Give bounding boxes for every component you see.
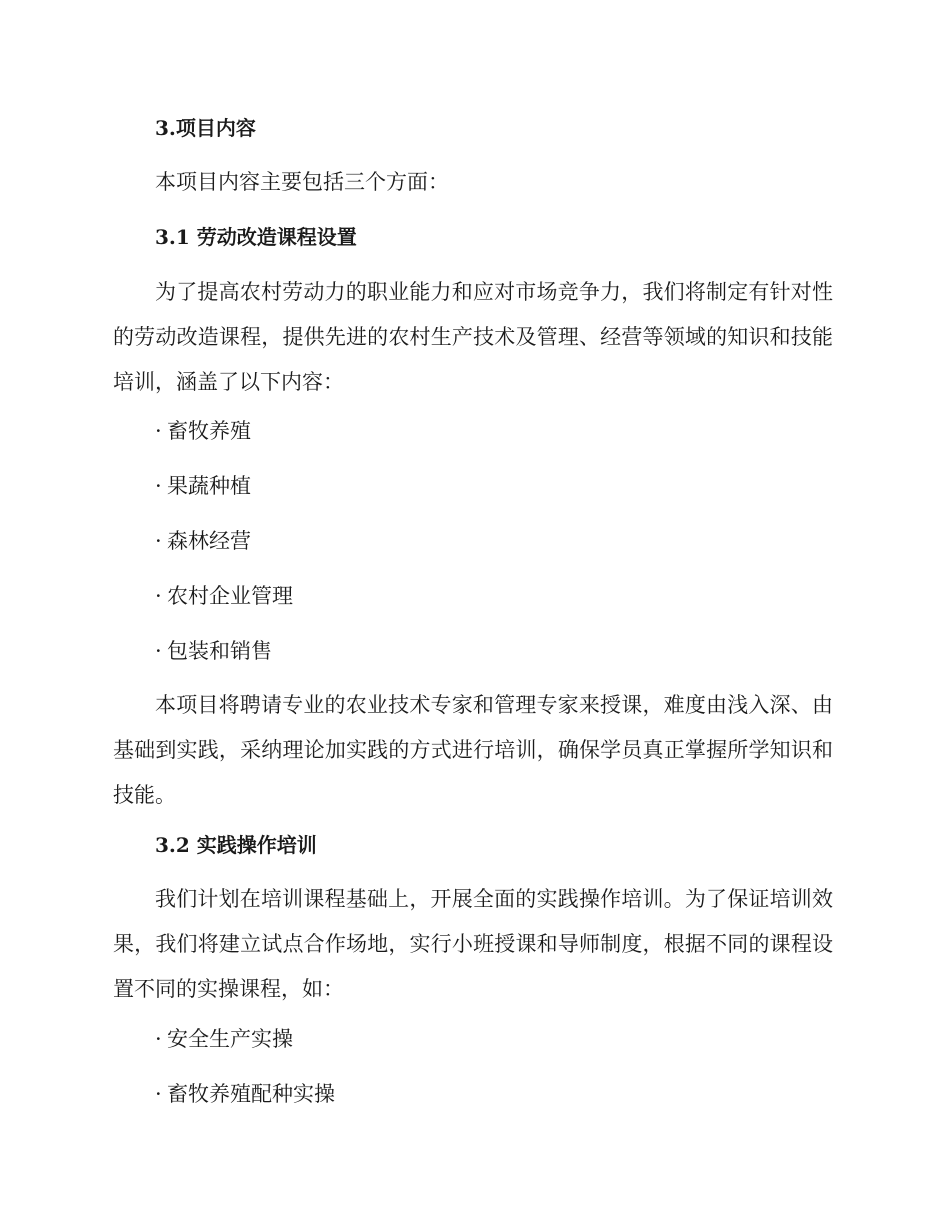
bullet-text: 安全生产实操 bbox=[167, 1027, 293, 1051]
section-3-1-heading: 3.1 劳动改造课程设置 bbox=[155, 225, 357, 249]
bullet-text: 包装和销售 bbox=[167, 639, 272, 663]
bullet-text: 畜牧养殖 bbox=[167, 419, 251, 443]
bullet-item bbox=[155, 527, 875, 555]
bullet-item bbox=[155, 1025, 875, 1053]
bullet-item bbox=[155, 1080, 875, 1108]
bullet-marker: · bbox=[155, 1082, 162, 1106]
section-3-1-closing: 本项目将聘请专业的农业技术专家和管理专家来授课，难度由浅入深、由基础到实践，采纳理论加实践的方式进行培训，确保学员真正掌握所学知识和技能。 bbox=[113, 693, 833, 807]
bullet-marker: · bbox=[155, 639, 162, 663]
bullet-marker: · bbox=[155, 529, 162, 553]
section-3-heading: 3.项目内容 bbox=[155, 116, 256, 140]
bullet-item bbox=[155, 417, 875, 445]
bullet-text: 果蔬种植 bbox=[167, 474, 251, 498]
section-3-1-paragraph: 为了提高农村劳动力的职业能力和应对市场竞争力，我们将制定有针对性的劳动改造课程，提供先进的农村生产技术及管理、经营等领域的知识和技能培训，涵盖了以下内容： bbox=[113, 280, 833, 394]
bullet-item bbox=[155, 472, 875, 500]
bullet-marker: · bbox=[155, 419, 162, 443]
section-3-intro: 本项目内容主要包括三个方面： bbox=[155, 170, 449, 194]
bullet-marker: · bbox=[155, 1027, 162, 1051]
section-3-2-paragraph: 我们计划在培训课程基础上，开展全面的实践操作培训。为了保证培训效果，我们将建立试点合作场地，实行小班授课和导师制度，根据不同的课程设置不同的实操课程，如： bbox=[113, 887, 833, 1001]
bullet-text: 森林经营 bbox=[167, 529, 251, 553]
bullet-item bbox=[155, 582, 875, 610]
bullet-item bbox=[155, 637, 875, 665]
bullet-marker: · bbox=[155, 584, 162, 608]
section-3-2-heading: 3.2 实践操作培训 bbox=[155, 833, 317, 857]
bullet-text: 畜牧养殖配种实操 bbox=[167, 1082, 335, 1106]
bullet-marker: · bbox=[155, 474, 162, 498]
bullet-text: 农村企业管理 bbox=[167, 584, 293, 608]
